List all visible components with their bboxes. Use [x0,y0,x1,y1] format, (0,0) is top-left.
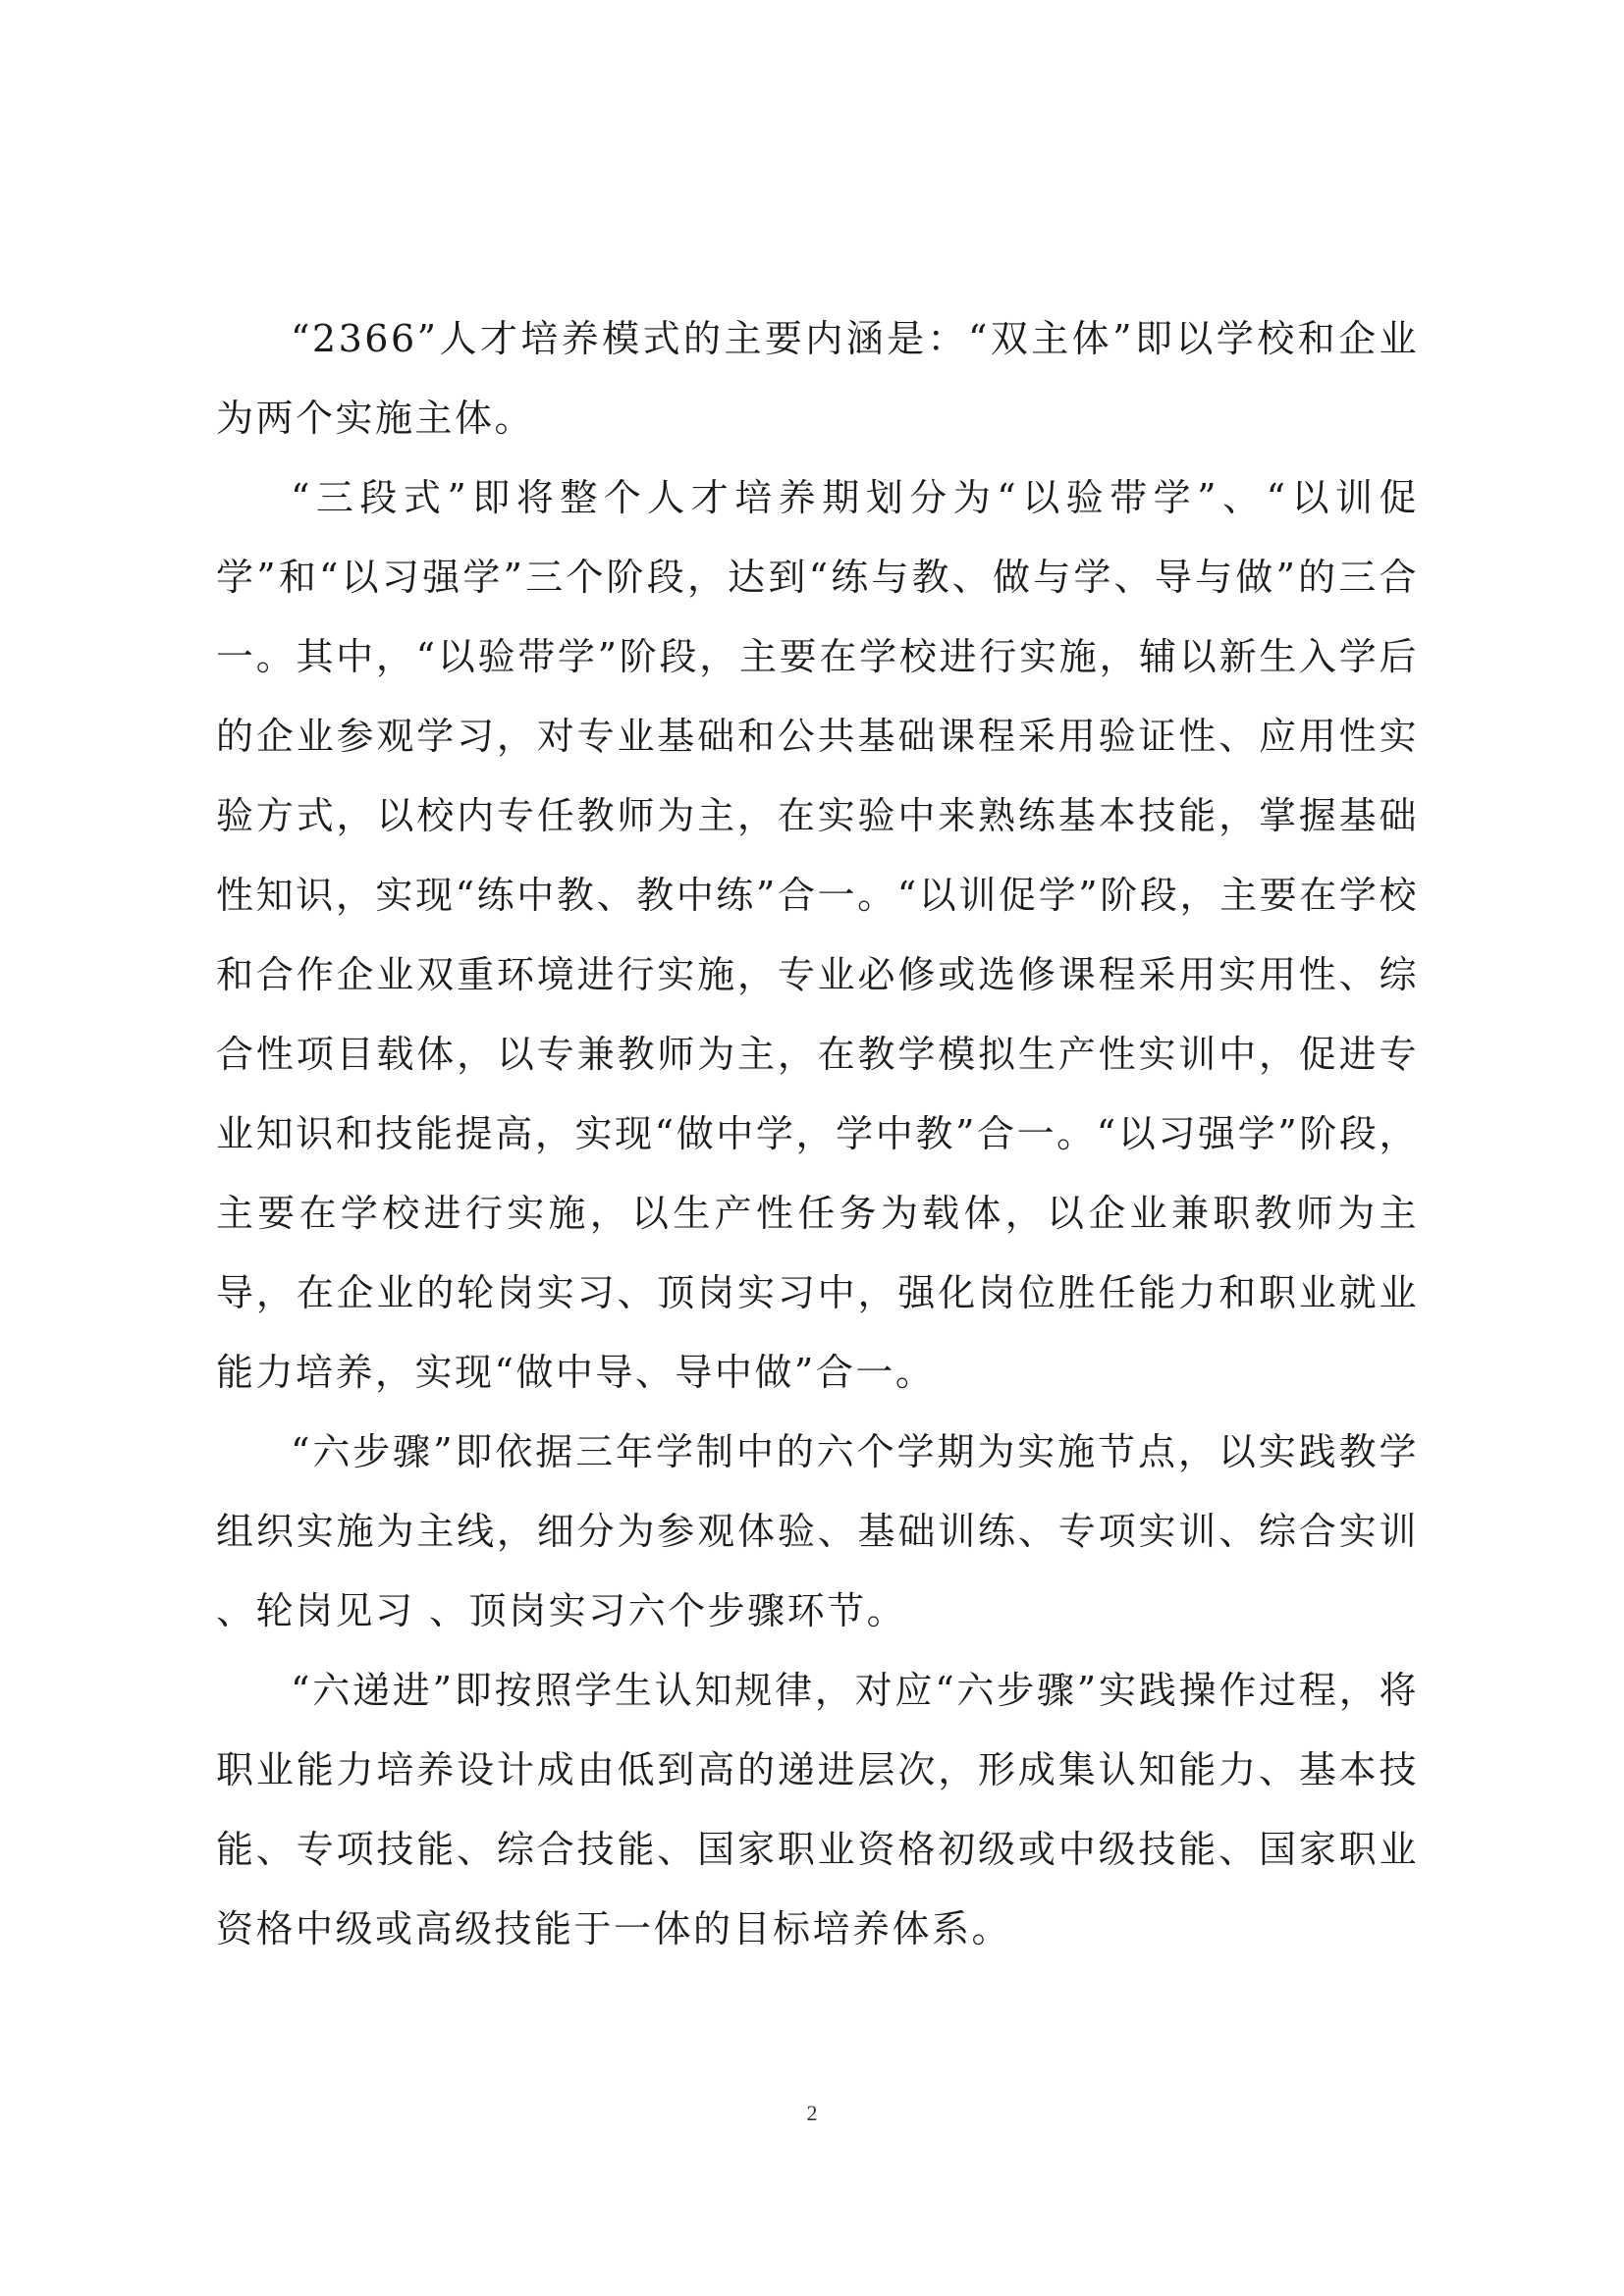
paragraph-six-steps: “六步骤”即依据三年学制中的六个学期为实施节点，以实践教学组织实施为主线，细分为参观体验、基础训练、专项实训、综合实训 、轮岗见习 、顶岗实习六个步骤环节。 [216,1430,1419,1632]
paragraph-overview: “2366”人才培养模式的主要内涵是：“双主体”即以学校和企业为两个实施主体。 [216,317,1419,440]
page-number: 2 [806,2101,818,2125]
paragraph-six-progressions: “六递进”即按照学生认知规律，对应“六步骤”实践操作过程，将职业能力培养设计成由低到高的递进层次，形成集认知能力、基本技能、专项技能、综合技能、国家职业资格初级或中级技能、国家职业资格中级或高级技能于一体的目标培养体系。 [216,1669,1419,1950]
paragraph-three-stages: “三段式”即将整个人才培养期划分为“以验带学”、“以训促学”和“以习强学”三个阶段，达到“练与教、做与学、导与做”的三合一。其中，“以验带学”阶段，主要在学校进行实施，辅以新生入学后的企业参观学习，对专业基础和公共基础课程采用验证性、应用性实验方式，以校内专任教师为主，在实验中来熟练基本技能，掌握基础性知识，实现“练中教、教中练”合一。“以训促学”阶段，主要在学校和合作企业双重环境进行实施，专业必修或选修课程采用实用性、综合性项目载体，以专兼教师为主，在教学模拟生产性实训中，促进专业知识和技能提高，实现“做中学，学中教”合一。“以习强学”阶段，主要在学校进行实施，以生产性任务为载体，以企业兼职教师为主导，在企业的轮岗实习、顶岗实习中，强化岗位胜任能力和职业就业能力培养，实现“做中导、导中做”合一。 [216,476,1419,1394]
document-body [216,299,1419,1969]
